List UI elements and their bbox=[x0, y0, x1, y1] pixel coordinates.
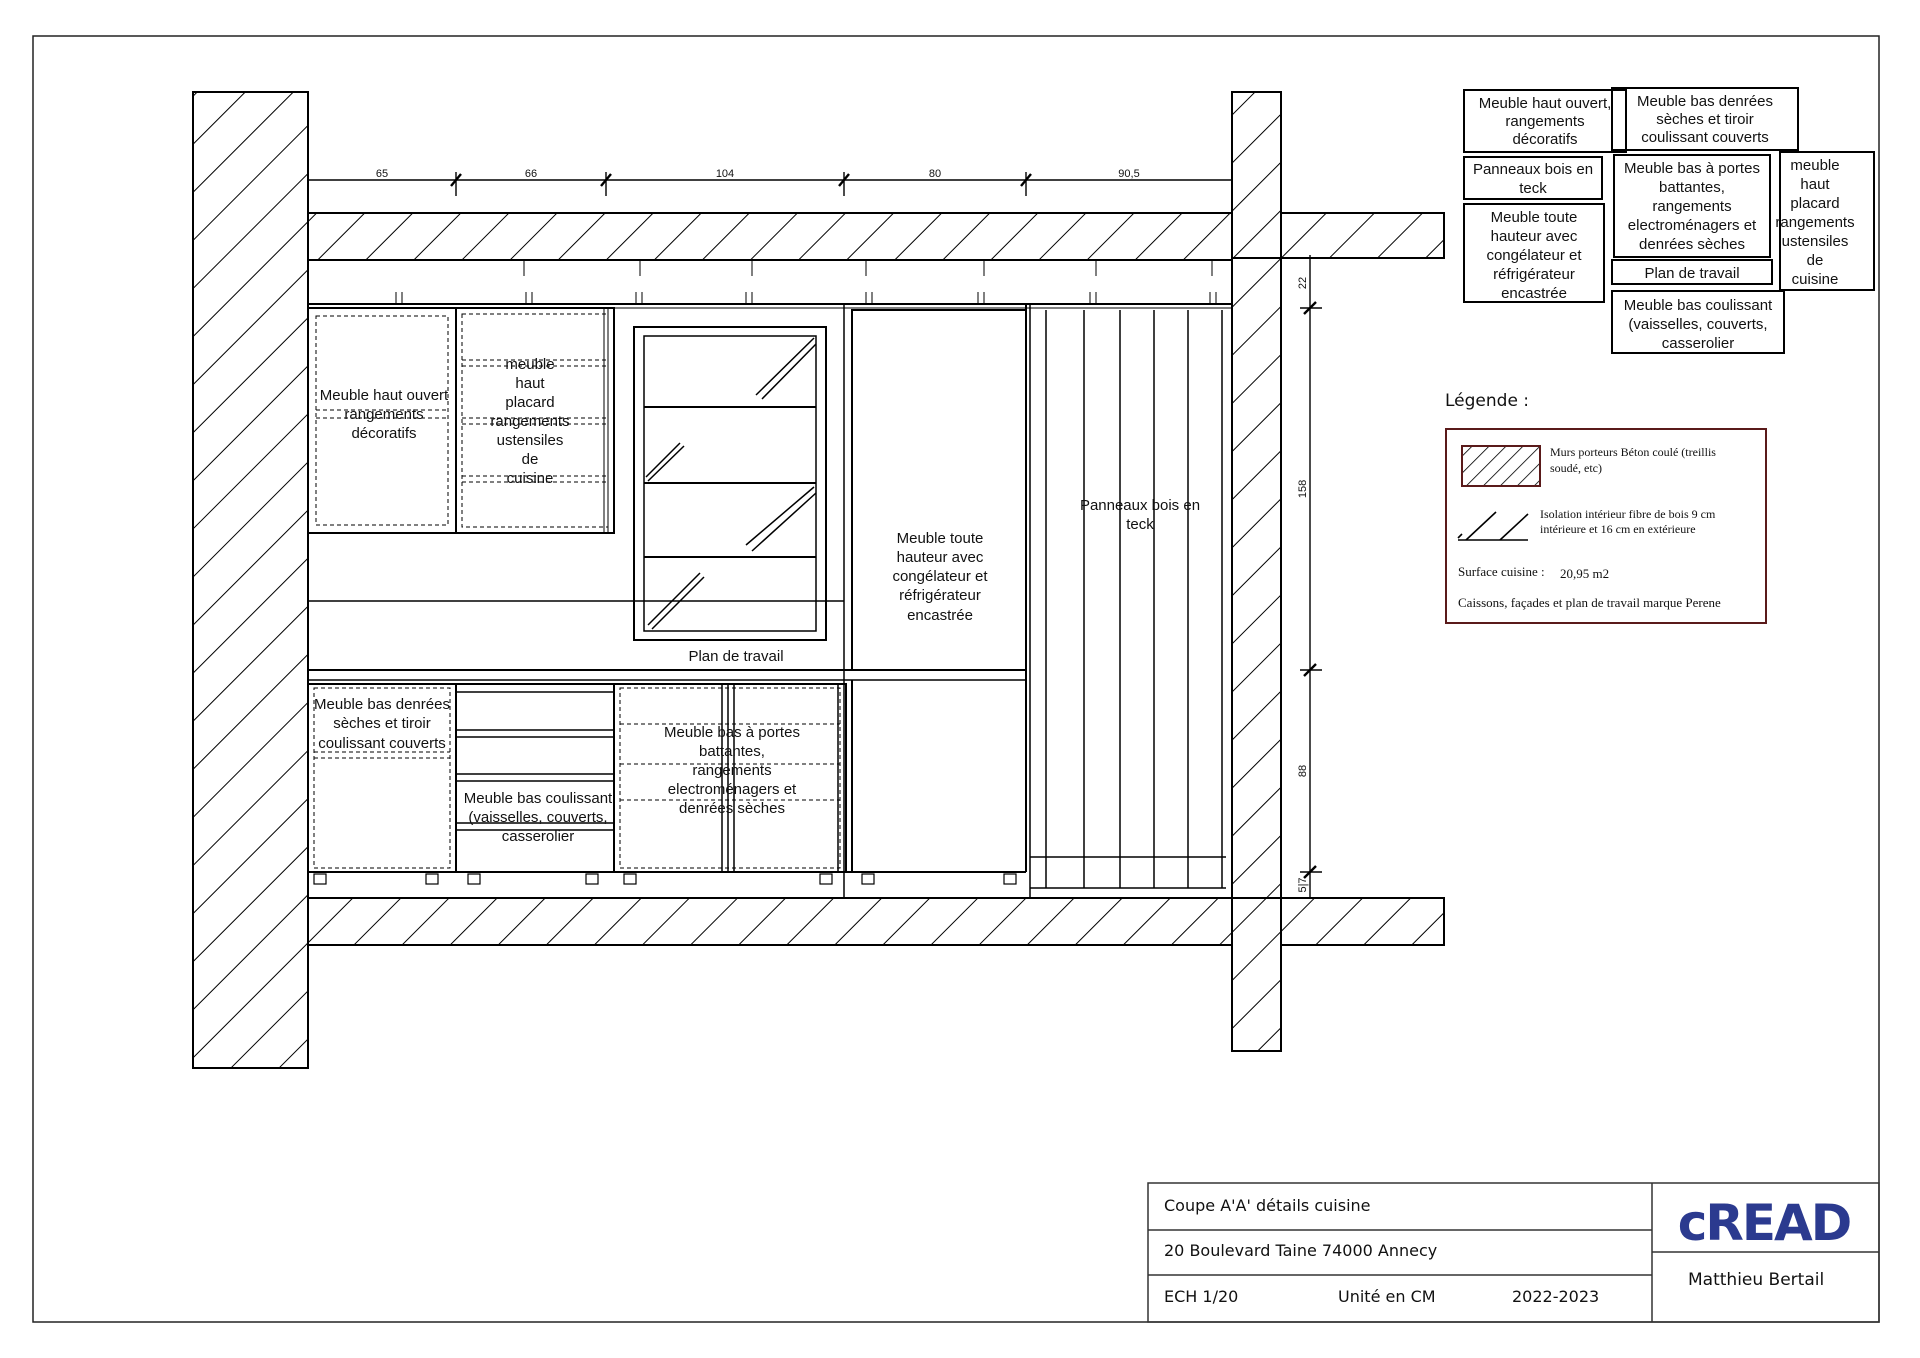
key-upper-cupboard-2: haut bbox=[1800, 176, 1830, 193]
key-tall-unit-3: congélateur et bbox=[1486, 247, 1582, 264]
key-upper-open-2: rangements bbox=[1505, 113, 1585, 130]
side-dimension-chain bbox=[1300, 255, 1322, 898]
legend-title: Légende : bbox=[1445, 391, 1530, 411]
label-upper-cupboard-3: placard bbox=[505, 394, 555, 411]
label-tall-unit-5: encastrée bbox=[907, 607, 973, 624]
key-upper-open-3: décoratifs bbox=[1512, 131, 1578, 148]
legend-insulation-2: intérieure et 16 cm en extérieure bbox=[1540, 522, 1696, 536]
key-base-doors-4: electroménagers et bbox=[1627, 217, 1757, 234]
label-teak-1: Panneaux bois en bbox=[1079, 497, 1201, 514]
legend-walls-2: soudé, etc) bbox=[1550, 461, 1602, 475]
dim-side-1: 22 bbox=[1297, 276, 1309, 290]
key-base-doors-5: denrées sèches bbox=[1639, 236, 1745, 253]
label-base-dry-3: coulissant couverts bbox=[318, 735, 446, 752]
label-base-doors-1: Meuble bas à portes bbox=[664, 724, 800, 741]
label-tall-unit-3: congélateur et bbox=[892, 568, 988, 585]
title-block-address: 20 Boulevard Taine 74000 Annecy bbox=[1164, 1241, 1438, 1260]
key-base-drawer-2: (vaisselles, couverts, bbox=[1628, 316, 1768, 333]
dim-top-4: 80 bbox=[928, 168, 942, 180]
key-base-drawer-1: Meuble bas coulissant bbox=[1623, 297, 1773, 314]
key-base-dry-3: coulissant couverts bbox=[1641, 129, 1769, 146]
key-upper-cupboard-6: de bbox=[1806, 252, 1824, 269]
key-upper-open-1: Meuble haut ouvert, bbox=[1478, 95, 1612, 112]
key-base-doors-2: battantes, bbox=[1659, 179, 1725, 196]
label-upper-open-3: décoratifs bbox=[351, 425, 417, 442]
label-base-drawer-1: Meuble bas coulissant bbox=[463, 790, 613, 807]
dim-side-4: 5|7 bbox=[1297, 877, 1309, 893]
label-tall-unit-2: hauteur avec bbox=[896, 549, 984, 566]
title-block-year: 2022-2023 bbox=[1512, 1287, 1600, 1306]
cread-logo: cREAD bbox=[1677, 1194, 1851, 1252]
side-dimension-values bbox=[1297, 277, 1309, 893]
dim-top-1: 65 bbox=[375, 168, 389, 180]
title-block-title: Coupe A'A' détails cuisine bbox=[1164, 1196, 1371, 1215]
label-base-doors-2: battantes, bbox=[699, 743, 765, 760]
key-base-doors-1: Meuble bas à portes bbox=[1624, 160, 1760, 177]
legend bbox=[1445, 391, 1766, 623]
title-block-unit: Unité en CM bbox=[1338, 1287, 1436, 1306]
label-base-doors-4: electroménagers et bbox=[667, 781, 797, 798]
label-base-drawer-2: (vaisselles, couverts, bbox=[468, 809, 608, 826]
key-tall-unit-2: hauteur avec bbox=[1490, 228, 1578, 245]
title-block-scale: ECH 1/20 bbox=[1164, 1287, 1239, 1306]
dim-top-5: 90,5 bbox=[1118, 168, 1140, 180]
top-dimension-chain bbox=[308, 170, 1232, 213]
legend-brand-note: Caissons, façades et plan de travail marque Perene bbox=[1458, 595, 1721, 610]
label-upper-open-2: rangements bbox=[344, 406, 424, 423]
title-block-author: Matthieu Bertail bbox=[1688, 1270, 1825, 1290]
label-upper-open-1: Meuble haut ouvert bbox=[319, 387, 449, 404]
bearing-walls bbox=[193, 92, 1444, 1068]
label-teak-2: teck bbox=[1126, 516, 1154, 533]
dim-top-3: 104 bbox=[715, 168, 735, 180]
key-worktop: Plan de travail bbox=[1644, 265, 1740, 282]
label-upper-cupboard-5: ustensiles bbox=[496, 432, 564, 449]
key-upper-cupboard-3: placard bbox=[1790, 195, 1840, 212]
title-block bbox=[1148, 1183, 1879, 1322]
key-base-dry-1: Meuble bas denrées bbox=[1637, 93, 1773, 110]
key-upper-cupboard-4: rangements bbox=[1775, 214, 1855, 231]
legend-insulation-swatch bbox=[1458, 512, 1528, 540]
key-upper-cupboard-5: ustensiles bbox=[1781, 233, 1849, 250]
key-upper-cupboard-7: cuisine bbox=[1791, 271, 1839, 288]
top-dimension-values bbox=[376, 168, 1140, 180]
key-tall-unit-1: Meuble toute bbox=[1490, 209, 1578, 226]
key-teak-1: Panneaux bois en bbox=[1472, 161, 1594, 178]
label-base-dry-2: sèches et tiroir bbox=[333, 715, 431, 732]
label-base-dry-1: Meuble bas denrées bbox=[314, 696, 450, 713]
key-tall-unit-5: encastrée bbox=[1501, 285, 1567, 302]
legend-surface-label: Surface cuisine : bbox=[1458, 564, 1545, 579]
legend-insulation-1: Isolation intérieur fibre de bois 9 cm bbox=[1540, 507, 1716, 521]
dim-side-2: 158 bbox=[1297, 479, 1309, 499]
dim-top-2: 66 bbox=[524, 168, 538, 180]
label-tall-unit-4: réfrigérateur bbox=[899, 587, 981, 604]
legend-surface-value: 20,95 m2 bbox=[1560, 566, 1610, 581]
key-tall-unit-4: réfrigérateur bbox=[1493, 266, 1575, 283]
legend-walls-1: Murs porteurs Béton coulé (treillis bbox=[1550, 445, 1716, 459]
label-upper-cupboard-6: de bbox=[521, 451, 539, 468]
label-upper-cupboard-2: haut bbox=[515, 375, 545, 392]
label-upper-cupboard-1: meuble bbox=[505, 356, 555, 373]
key-upper-cupboard-1: meuble bbox=[1790, 157, 1840, 174]
label-upper-cupboard-7: cuisine bbox=[506, 470, 554, 487]
label-base-doors-3: rangements bbox=[692, 762, 772, 779]
label-worktop: Plan de travail bbox=[688, 648, 784, 665]
label-upper-cupboard-4: rangements bbox=[490, 413, 570, 430]
label-base-doors-5: denrées sèches bbox=[679, 800, 785, 817]
dim-side-3: 88 bbox=[1297, 764, 1309, 778]
legend-wall-swatch bbox=[1462, 446, 1540, 486]
key-base-drawer-3: casserolier bbox=[1661, 335, 1735, 352]
label-tall-unit-1: Meuble toute bbox=[896, 530, 984, 547]
label-base-drawer-3: casserolier bbox=[501, 828, 575, 845]
key-base-doors-3: rangements bbox=[1652, 198, 1732, 215]
key-base-dry-2: sèches et tiroir bbox=[1656, 111, 1754, 128]
key-teak-2: teck bbox=[1519, 180, 1547, 197]
